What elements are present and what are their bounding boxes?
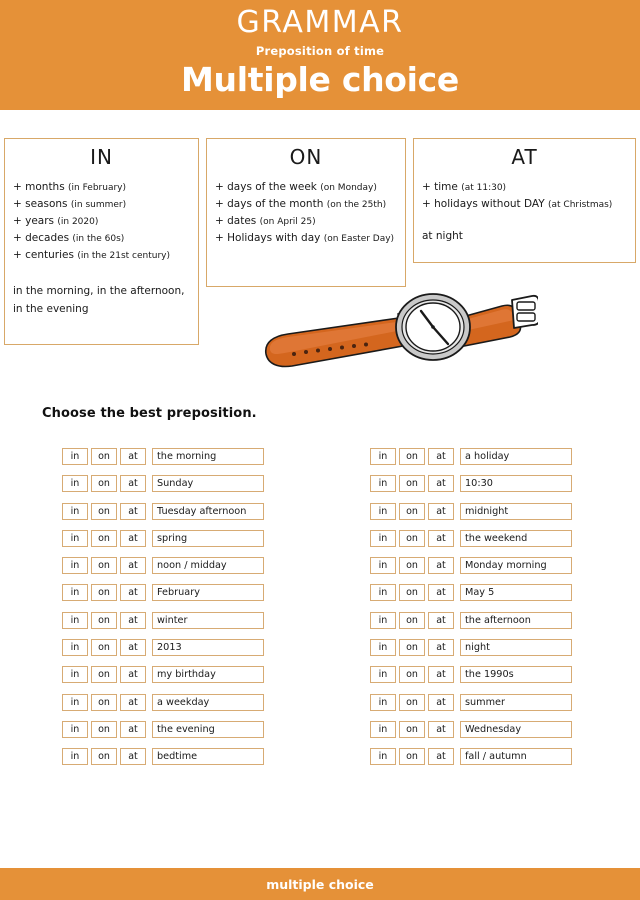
option-at-button[interactable]: at [120, 475, 146, 492]
option-at-button[interactable]: at [120, 694, 146, 711]
question-row [62, 475, 264, 492]
rule-box-on [206, 138, 406, 287]
rule-example: (in 2020) [57, 217, 99, 227]
option-on-button[interactable]: on [399, 475, 425, 492]
question-prompt: fall / autumn [460, 748, 572, 765]
rule-example: (in summer) [70, 200, 127, 210]
option-on-button[interactable]: on [399, 666, 425, 683]
option-on-button[interactable]: on [399, 721, 425, 738]
rule-example: (in February) [68, 183, 126, 193]
question-row [370, 721, 572, 738]
option-in-button[interactable]: in [62, 475, 88, 492]
rule-term: + Holidays with day [215, 232, 321, 244]
question-prompt: my birthday [152, 666, 264, 683]
rule-term: + decades [13, 232, 70, 244]
rule-example: (on Easter Day) [323, 234, 395, 244]
option-at-button[interactable]: at [120, 748, 146, 765]
option-in-button[interactable]: in [370, 557, 396, 574]
option-on-button[interactable]: on [399, 557, 425, 574]
option-in-button[interactable]: in [370, 584, 396, 601]
option-in-button[interactable]: in [62, 612, 88, 629]
question-prompt: midnight [460, 503, 572, 520]
exercise-column-left [62, 448, 264, 776]
rule-line [13, 196, 190, 213]
option-on-button[interactable]: on [399, 448, 425, 465]
option-on-button[interactable]: on [91, 694, 117, 711]
rule-term: + months [13, 181, 65, 193]
option-on-button[interactable]: on [91, 639, 117, 656]
rule-line [13, 230, 190, 247]
option-in-button[interactable]: in [62, 503, 88, 520]
question-prompt: Tuesday afternoon [152, 503, 264, 520]
rule-heading-in: IN [90, 145, 113, 169]
rule-line [215, 196, 397, 213]
option-in-button[interactable]: in [370, 694, 396, 711]
rule-heading-at: AT [511, 145, 538, 169]
option-on-button[interactable]: on [91, 666, 117, 683]
wristwatch-icon [258, 292, 538, 387]
question-prompt: the 1990s [460, 666, 572, 683]
page-header [0, 0, 640, 110]
question-prompt: February [152, 584, 264, 601]
header-subtitle: Preposition of time [255, 44, 385, 58]
question-prompt: night [460, 639, 572, 656]
question-row [62, 557, 264, 574]
option-at-button[interactable]: at [120, 584, 146, 601]
rule-line [422, 196, 627, 213]
question-prompt: 2013 [152, 639, 264, 656]
option-at-button[interactable]: at [428, 475, 454, 492]
question-prompt: May 5 [460, 584, 572, 601]
rule-example: (in the 21st century) [77, 251, 171, 261]
rule-example: (in the 60s) [72, 234, 125, 244]
option-at-button[interactable]: at [428, 721, 454, 738]
option-in-button[interactable]: in [370, 748, 396, 765]
question-prompt: bedtime [152, 748, 264, 765]
rule-example: (on the 25th) [326, 200, 387, 210]
rule-extra-line: at night [422, 230, 463, 242]
option-in-button[interactable]: in [370, 612, 396, 629]
option-at-button[interactable]: at [120, 666, 146, 683]
option-in-button[interactable]: in [370, 530, 396, 547]
question-row [370, 639, 572, 656]
exercise-instruction: Choose the best preposition. [42, 406, 257, 421]
question-prompt: Monday morning [460, 557, 572, 574]
rule-term: + time [422, 181, 458, 193]
option-at-button[interactable]: at [120, 639, 146, 656]
question-row [370, 748, 572, 765]
rule-example: (on April 25) [259, 217, 316, 227]
option-on-button[interactable]: on [399, 584, 425, 601]
question-row [62, 639, 264, 656]
question-prompt: noon / midday [152, 557, 264, 574]
footer-label: multiple choice [266, 876, 374, 892]
question-row [62, 584, 264, 601]
question-prompt: 10:30 [460, 475, 572, 492]
rule-line [215, 230, 397, 247]
header-title: GRAMMAR [236, 5, 404, 40]
rule-extra-line: in the morning, in the afternoon, [13, 285, 185, 297]
option-on-button[interactable]: on [399, 748, 425, 765]
question-row [62, 448, 264, 465]
question-row [370, 584, 572, 601]
option-at-button[interactable]: at [428, 694, 454, 711]
option-on-button[interactable]: on [91, 584, 117, 601]
option-in-button[interactable]: in [370, 639, 396, 656]
header-main-title: Multiple choice [180, 60, 459, 99]
rule-line [215, 179, 397, 196]
option-at-button[interactable]: at [428, 530, 454, 547]
option-in-button[interactable]: in [370, 475, 396, 492]
option-on-button[interactable]: on [91, 721, 117, 738]
option-on-button[interactable]: on [91, 530, 117, 547]
rule-term: + days of the month [215, 198, 324, 210]
option-at-button[interactable]: at [428, 612, 454, 629]
rule-term: + holidays without DAY [422, 198, 545, 210]
option-on-button[interactable]: on [91, 448, 117, 465]
rule-example: (at Christmas) [548, 200, 613, 210]
question-row [62, 530, 264, 547]
rule-term: + years [13, 215, 55, 227]
rule-line [422, 179, 627, 196]
option-in-button[interactable]: in [62, 748, 88, 765]
rule-example: (at 11:30) [461, 183, 507, 193]
option-on-button[interactable]: on [399, 530, 425, 547]
rule-line [215, 213, 397, 230]
exercise-column-right [370, 448, 572, 776]
option-at-button[interactable]: at [428, 639, 454, 656]
question-prompt: Sunday [152, 475, 264, 492]
option-at-button[interactable]: at [120, 448, 146, 465]
option-at-button[interactable]: at [120, 503, 146, 520]
question-prompt: a holiday [460, 448, 572, 465]
rule-term: + seasons [13, 198, 68, 210]
rule-box-at [413, 138, 636, 263]
question-prompt: the evening [152, 721, 264, 738]
question-row [62, 612, 264, 629]
rule-line [13, 247, 190, 264]
question-row [370, 694, 572, 711]
option-on-button[interactable]: on [91, 475, 117, 492]
question-prompt: summer [460, 694, 572, 711]
option-on-button[interactable]: on [91, 557, 117, 574]
option-on-button[interactable]: on [399, 694, 425, 711]
question-prompt: the afternoon [460, 612, 572, 629]
option-in-button[interactable]: in [62, 584, 88, 601]
question-row [370, 530, 572, 547]
question-row [62, 694, 264, 711]
question-row [370, 612, 572, 629]
option-at-button[interactable]: at [120, 557, 146, 574]
rule-example: (on Monday) [320, 183, 377, 193]
rule-term: + days of the week [215, 181, 317, 193]
option-in-button[interactable]: in [62, 448, 88, 465]
option-at-button[interactable]: at [428, 666, 454, 683]
question-prompt: the morning [152, 448, 264, 465]
question-prompt: the weekend [460, 530, 572, 547]
rule-term: + centuries [13, 249, 74, 261]
option-in-button[interactable]: in [62, 694, 88, 711]
question-prompt: winter [152, 612, 264, 629]
question-prompt: spring [152, 530, 264, 547]
question-prompt: Wednesday [460, 721, 572, 738]
rule-term: + dates [215, 215, 257, 227]
page-footer [0, 868, 640, 900]
question-prompt: a weekday [152, 694, 264, 711]
option-at-button[interactable]: at [120, 530, 146, 547]
option-on-button[interactable]: on [399, 639, 425, 656]
rule-extra-line: in the evening [13, 303, 89, 316]
rule-line [13, 179, 190, 196]
option-in-button[interactable]: in [62, 721, 88, 738]
option-at-button[interactable]: at [428, 557, 454, 574]
option-in-button[interactable]: in [370, 503, 396, 520]
question-row [62, 721, 264, 738]
option-on-button[interactable]: on [399, 612, 425, 629]
rule-line [13, 213, 190, 230]
option-in-button[interactable]: in [62, 557, 88, 574]
question-row [370, 475, 572, 492]
rule-heading-on: ON [289, 145, 323, 169]
option-on-button[interactable]: on [91, 503, 117, 520]
rule-box-in [4, 138, 199, 345]
question-row [62, 666, 264, 683]
question-row [62, 503, 264, 520]
question-row [370, 666, 572, 683]
option-in-button[interactable]: in [370, 721, 396, 738]
option-in-button[interactable]: in [370, 448, 396, 465]
option-at-button[interactable]: at [428, 503, 454, 520]
option-on-button[interactable]: on [91, 748, 117, 765]
question-row [62, 748, 264, 765]
option-in-button[interactable]: in [62, 530, 88, 547]
question-row [370, 557, 572, 574]
option-on-button[interactable]: on [91, 612, 117, 629]
option-at-button[interactable]: at [428, 748, 454, 765]
option-at-button[interactable]: at [428, 584, 454, 601]
option-at-button[interactable]: at [120, 612, 146, 629]
wristwatch-illustration [258, 292, 538, 387]
option-at-button[interactable]: at [120, 721, 146, 738]
question-row [370, 448, 572, 465]
option-at-button[interactable]: at [428, 448, 454, 465]
option-on-button[interactable]: on [399, 503, 425, 520]
option-in-button[interactable]: in [370, 666, 396, 683]
option-in-button[interactable]: in [62, 639, 88, 656]
option-in-button[interactable]: in [62, 666, 88, 683]
question-row [370, 503, 572, 520]
